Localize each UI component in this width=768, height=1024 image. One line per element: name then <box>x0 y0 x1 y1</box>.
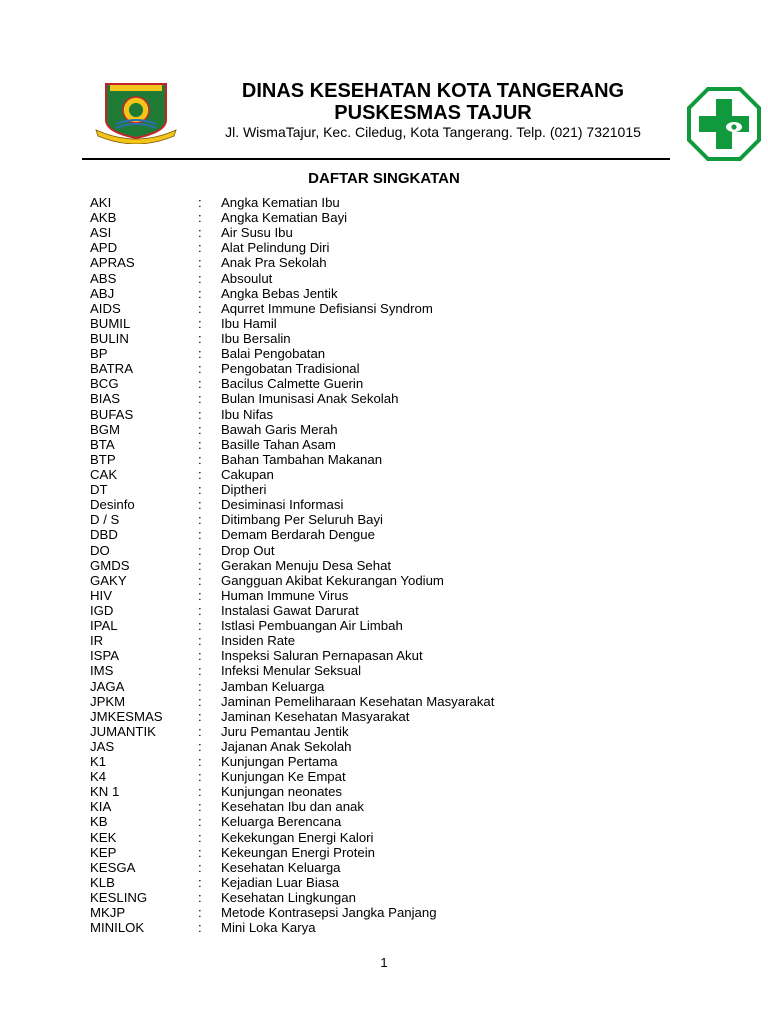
abbreviation-meaning: Ibu Hamil <box>221 315 277 331</box>
abbreviation-meaning: Metode Kontrasepsi Jangka Panjang <box>221 905 437 921</box>
abbreviation: K4 <box>90 769 107 785</box>
list-item <box>90 739 690 754</box>
separator-colon: : <box>198 587 202 603</box>
abbreviation-meaning: Istlasi Pembuangan Air Limbah <box>221 618 403 634</box>
list-item <box>90 784 690 799</box>
list-item <box>90 271 690 286</box>
separator-colon: : <box>198 361 202 377</box>
separator-colon: : <box>198 618 202 634</box>
separator-colon: : <box>198 391 202 407</box>
abbreviation: KESGA <box>90 859 136 875</box>
abbreviation: ABS <box>90 270 117 286</box>
abbreviation: ASI <box>90 225 112 241</box>
abbreviation: AKI <box>90 195 112 210</box>
list-item <box>90 467 690 482</box>
separator-colon: : <box>198 769 202 785</box>
abbreviation: BULIN <box>90 330 129 346</box>
separator-colon: : <box>198 678 202 694</box>
list-item <box>90 210 690 225</box>
list-item <box>90 663 690 678</box>
abbreviation-meaning: Kunjungan Pertama <box>221 754 338 770</box>
separator-colon: : <box>198 255 202 271</box>
list-item <box>90 301 690 316</box>
list-item <box>90 361 690 376</box>
list-item <box>90 920 690 935</box>
abbreviation: CAK <box>90 466 118 482</box>
abbreviation: BUMIL <box>90 315 131 331</box>
abbreviation-meaning: Instalasi Gawat Darurat <box>221 602 359 618</box>
abbreviation-meaning: Gerakan Menuju Desa Sehat <box>221 557 392 573</box>
puskesmas-logo <box>686 86 762 162</box>
separator-colon: : <box>198 784 202 800</box>
separator-colon: : <box>198 799 202 815</box>
abbreviation-meaning: Gangguan Akibat Kekurangan Yodium <box>221 572 444 588</box>
abbreviation: APRAS <box>90 255 135 271</box>
separator-colon: : <box>198 693 202 709</box>
separator-colon: : <box>198 572 202 588</box>
list-item <box>90 648 690 663</box>
abbreviation: DT <box>90 482 108 498</box>
separator-colon: : <box>198 300 202 316</box>
kota-tangerang-emblem-icon <box>94 80 178 144</box>
abbreviation: KESLING <box>90 890 148 906</box>
list-item <box>90 860 690 875</box>
abbreviation: BTA <box>90 436 115 452</box>
list-item <box>90 346 690 361</box>
list-item <box>90 830 690 845</box>
separator-colon: : <box>198 754 202 770</box>
separator-colon: : <box>198 346 202 362</box>
abbreviation: KN 1 <box>90 784 120 800</box>
abbreviation-meaning: Drop Out <box>221 542 275 558</box>
abbreviation-meaning: Kesehatan Ibu dan anak <box>221 799 364 815</box>
abbreviation-meaning: Bahan Tambahan Makanan <box>221 451 383 467</box>
abbreviation-meaning: Human Immune Virus <box>221 587 349 603</box>
abbreviation: JMKESMAS <box>90 708 163 724</box>
abbreviation: KB <box>90 814 108 830</box>
list-item <box>90 679 690 694</box>
abbreviation-list <box>90 195 690 935</box>
separator-colon: : <box>198 527 202 543</box>
abbreviation-meaning: Jamban Keluarga <box>221 678 325 694</box>
separator-colon: : <box>198 723 202 739</box>
abbreviation: BIAS <box>90 391 121 407</box>
abbreviation-meaning: Kekekungan Energi Kalori <box>221 829 374 845</box>
puskesmas-name: PUSKESMAS TAJUR <box>334 102 532 124</box>
abbreviation-meaning: Desiminasi Informasi <box>221 497 344 513</box>
list-item <box>90 497 690 512</box>
list-item <box>90 588 690 603</box>
abbreviation: GAKY <box>90 572 127 588</box>
abbreviation: JPKM <box>90 693 126 709</box>
separator-colon: : <box>198 512 202 528</box>
abbreviation-meaning: Kesehatan Lingkungan <box>221 890 356 906</box>
abbreviation: JAGA <box>90 678 125 694</box>
abbreviation-meaning: Bawah Garis Merah <box>221 421 338 437</box>
abbreviation-meaning: Keluarga Berencana <box>221 814 342 830</box>
abbreviation-meaning: Insiden Rate <box>221 633 296 649</box>
separator-colon: : <box>198 451 202 467</box>
abbreviation: MINILOK <box>90 920 145 936</box>
separator-colon: : <box>198 814 202 830</box>
list-item <box>90 482 690 497</box>
abbreviation-meaning: Angka Kematian Ibu <box>221 195 340 210</box>
list-item <box>90 754 690 769</box>
abbreviation-meaning: Aqurret Immune Defisiansi Syndrom <box>221 300 433 316</box>
list-item <box>90 724 690 739</box>
separator-colon: : <box>198 844 202 860</box>
list-item <box>90 603 690 618</box>
abbreviation-meaning: Cakupan <box>221 466 274 482</box>
abbreviation: DO <box>90 542 110 558</box>
abbreviation: MKJP <box>90 905 126 921</box>
list-item <box>90 407 690 422</box>
separator-colon: : <box>198 497 202 513</box>
separator-colon: : <box>198 663 202 679</box>
abbreviation-meaning: Jaminan Pemeliharaan Kesehatan Masyarakat <box>221 693 495 709</box>
abbreviation: ABJ <box>90 285 115 301</box>
separator-colon: : <box>198 905 202 921</box>
abbreviation: BCG <box>90 376 119 392</box>
address-line: Jl. WismaTajur, Kec. Ciledug, Kota Tangerang. Telp. (021) 7321015 <box>225 124 641 140</box>
abbreviation-meaning: Diptheri <box>221 482 267 498</box>
abbreviation: GMDS <box>90 557 130 573</box>
separator-colon: : <box>198 648 202 664</box>
abbreviation-meaning: Anak Pra Sekolah <box>221 255 327 271</box>
separator-colon: : <box>198 633 202 649</box>
separator-colon: : <box>198 285 202 301</box>
abbreviation: BP <box>90 346 108 362</box>
abbreviation: IMS <box>90 663 114 679</box>
abbreviation: IPAL <box>90 618 118 634</box>
abbreviation: KIA <box>90 799 112 815</box>
abbreviation: ISPA <box>90 648 120 664</box>
header-divider <box>82 158 670 160</box>
abbreviation-meaning: Inspeksi Saluran Pernapasan Akut <box>221 648 423 664</box>
list-item <box>90 195 690 210</box>
list-item <box>90 543 690 558</box>
abbreviation: BTP <box>90 451 116 467</box>
abbreviation-meaning: Infeksi Menular Seksual <box>221 663 362 679</box>
list-item <box>90 558 690 573</box>
list-item <box>90 573 690 588</box>
abbreviation: APD <box>90 240 118 256</box>
list-item <box>90 875 690 890</box>
abbreviation: D / S <box>90 512 120 528</box>
list-item <box>90 527 690 542</box>
abbreviation-meaning: Basille Tahan Asam <box>221 436 336 452</box>
abbreviation-meaning: Kejadian Luar Biasa <box>221 874 340 890</box>
abbreviation: JAS <box>90 738 115 754</box>
list-item <box>90 633 690 648</box>
abbreviation-meaning: Mini Loka Karya <box>221 920 316 936</box>
abbreviation-meaning: Alat Pelindung Diri <box>221 240 330 256</box>
list-item <box>90 845 690 860</box>
abbreviation: IR <box>90 633 104 649</box>
abbreviation: AKB <box>90 210 117 226</box>
abbreviation-meaning: Bacilus Calmette Guerin <box>221 376 364 392</box>
document-title: DAFTAR SINGKATAN <box>308 170 460 187</box>
list-item <box>90 814 690 829</box>
abbreviation-meaning: Ibu Bersalin <box>221 330 291 346</box>
separator-colon: : <box>198 920 202 936</box>
separator-colon: : <box>198 436 202 452</box>
abbreviation-meaning: Jaminan Kesehatan Masyarakat <box>221 708 410 724</box>
separator-colon: : <box>198 708 202 724</box>
list-item <box>90 799 690 814</box>
organization-name: DINAS KESEHATAN KOTA TANGERANG <box>241 80 625 102</box>
abbreviation-meaning: Bulan Imunisasi Anak Sekolah <box>221 391 399 407</box>
separator-colon: : <box>198 421 202 437</box>
abbreviation-meaning: Kunjungan Ke Empat <box>221 769 346 785</box>
separator-colon: : <box>198 466 202 482</box>
list-item <box>90 316 690 331</box>
list-item <box>90 376 690 391</box>
kota-tangerang-emblem <box>94 80 178 144</box>
abbreviation: BATRA <box>90 361 133 377</box>
abbreviation-meaning: Balai Pengobatan <box>221 346 326 362</box>
abbreviation: BUFAS <box>90 406 134 422</box>
list-item <box>90 618 690 633</box>
puskesmas-cross-icon <box>686 86 762 162</box>
list-item <box>90 905 690 920</box>
abbreviation-meaning: Kunjungan neonates <box>221 784 342 800</box>
abbreviation: BGM <box>90 421 121 437</box>
separator-colon: : <box>198 859 202 875</box>
list-item <box>90 452 690 467</box>
abbreviation: KEK <box>90 829 117 845</box>
separator-colon: : <box>198 874 202 890</box>
separator-colon: : <box>198 406 202 422</box>
list-item <box>90 512 690 527</box>
abbreviation-meaning: Angka Kematian Bayi <box>221 210 348 226</box>
abbreviation-meaning: Juru Pemantau Jentik <box>221 723 349 739</box>
list-item <box>90 437 690 452</box>
list-item <box>90 890 690 905</box>
list-item <box>90 694 690 709</box>
abbreviation: HIV <box>90 587 112 603</box>
abbreviation: Desinfo <box>90 497 135 513</box>
list-item <box>90 709 690 724</box>
list-item <box>90 240 690 255</box>
separator-colon: : <box>198 270 202 286</box>
separator-colon: : <box>198 315 202 331</box>
list-item <box>90 331 690 346</box>
separator-colon: : <box>198 829 202 845</box>
separator-colon: : <box>198 225 202 241</box>
abbreviation-meaning: Jajanan Anak Sekolah <box>221 738 352 754</box>
separator-colon: : <box>198 890 202 906</box>
separator-colon: : <box>198 602 202 618</box>
list-item <box>90 769 690 784</box>
abbreviation-meaning: Kesehatan Keluarga <box>221 859 341 875</box>
separator-colon: : <box>198 376 202 392</box>
abbreviation-meaning: Absoulut <box>221 270 273 286</box>
abbreviation: JUMANTIK <box>90 723 156 739</box>
separator-colon: : <box>198 482 202 498</box>
abbreviation-meaning: Angka Bebas Jentik <box>221 285 338 301</box>
abbreviation: IGD <box>90 602 114 618</box>
page-number: 1 <box>380 955 388 970</box>
separator-colon: : <box>198 195 202 210</box>
abbreviation-meaning: Ibu Nifas <box>221 406 274 422</box>
abbreviation: AIDS <box>90 300 121 316</box>
abbreviation-meaning: Demam Berdarah Dengue <box>221 527 375 543</box>
abbreviation: DBD <box>90 527 118 543</box>
list-item <box>90 391 690 406</box>
separator-colon: : <box>198 210 202 226</box>
abbreviation: K1 <box>90 754 107 770</box>
separator-colon: : <box>198 542 202 558</box>
abbreviation-meaning: Kekeungan Energi Protein <box>221 844 375 860</box>
list-item <box>90 286 690 301</box>
separator-colon: : <box>198 330 202 346</box>
abbreviation-meaning: Air Susu Ibu <box>221 225 293 241</box>
list-item <box>90 422 690 437</box>
abbreviation-meaning: Ditimbang Per Seluruh Bayi <box>221 512 383 528</box>
list-item <box>90 255 690 270</box>
separator-colon: : <box>198 738 202 754</box>
abbreviation-meaning: Pengobatan Tradisional <box>221 361 360 377</box>
list-item <box>90 225 690 240</box>
separator-colon: : <box>198 557 202 573</box>
abbreviation: KLB <box>90 874 115 890</box>
abbreviation: KEP <box>90 844 117 860</box>
separator-colon: : <box>198 240 202 256</box>
